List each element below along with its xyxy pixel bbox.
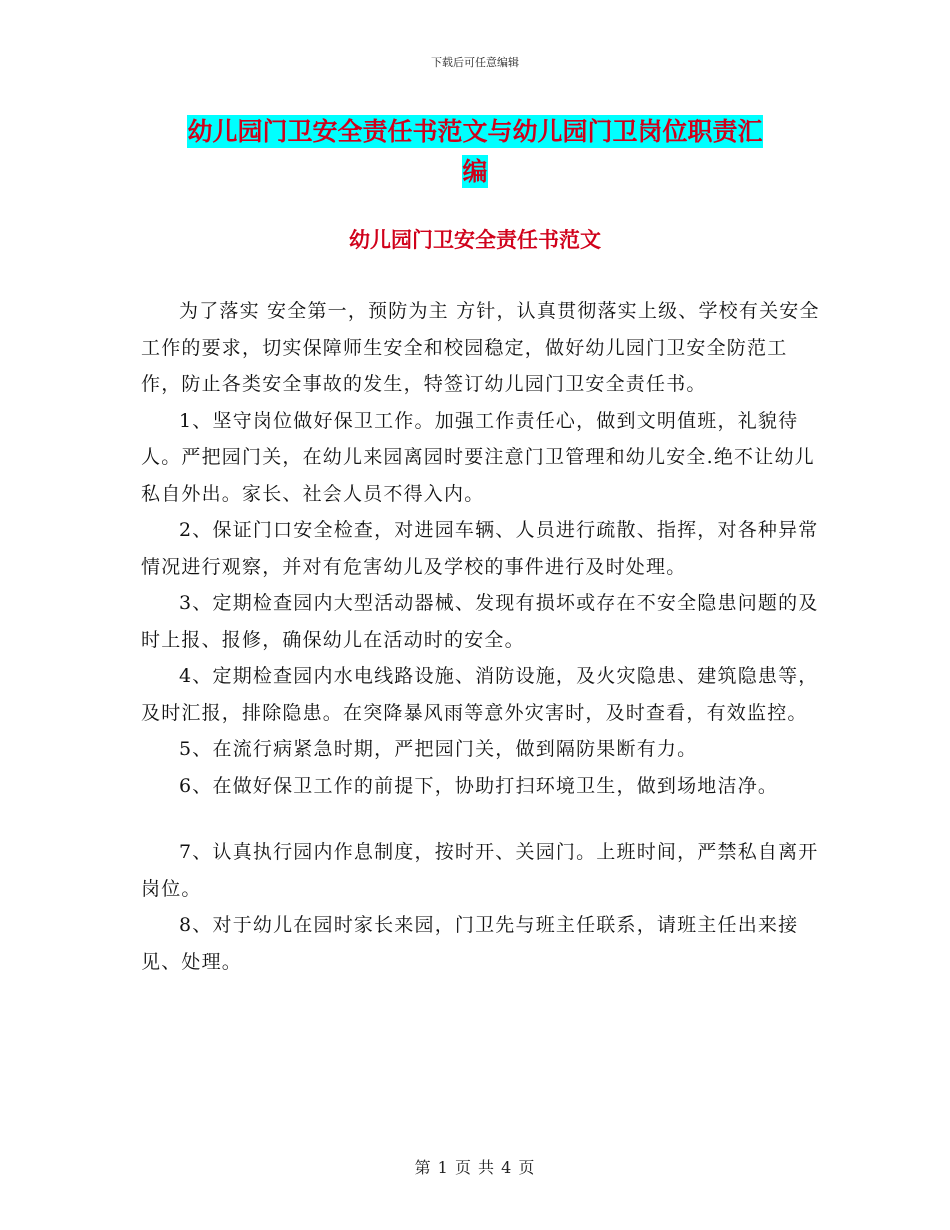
paragraph-item-3: 3、定期检查园内大型活动器械、发现有损坏或存在不安全隐患问题的及时上报、报修，确保幼儿在活动时的安全。 <box>141 592 819 651</box>
section-title: 幼儿园门卫安全责任书范文 <box>349 227 601 252</box>
paragraph-item-1: 1、坚守岗位做好保卫工作。加强工作责任心，做到文明值班，礼貌待人。严把园门关，在幼儿来园离园时要注意门卫管理和幼儿安全.绝不让幼儿私自外出。家长、社会人员不得入内。 <box>141 409 815 505</box>
page-number: 第 1 页 共 4 页 <box>414 1158 536 1177</box>
document-body <box>141 293 821 980</box>
document-title-line-1: 幼儿园门卫安全责任书范文与幼儿园门卫岗位职责汇 <box>187 117 763 146</box>
header-note: 下载后可任意编辑 <box>431 56 519 69</box>
paragraph-item-6: 6、在做好保卫工作的前提下，协助打扫环境卫生，做到场地洁净。 <box>179 774 779 797</box>
document-title-line-2: 编 <box>462 157 488 186</box>
paragraph-item-7: 7、认真执行园内作息制度，按时开、关园门。上班时间，严禁私自离开岗位。 <box>141 841 819 900</box>
document-title <box>0 112 950 192</box>
paragraph-item-2: 2、保证门口安全检查，对进园车辆、人员进行疏散、指挥，对各种异常情况进行观察，并对有危害幼儿及学校的事件进行及时处理。 <box>141 519 819 578</box>
paragraph-intro: 为了落实 安全第一，预防为主 方针，认真贯彻落实上级、学校有关安全工作的要求，切实保障师生安全和校园稳定，做好幼儿园门卫安全防范工作，防止各类安全事故的发生，特签订幼儿园门卫安全责任书。 <box>141 300 820 395</box>
paragraph-item-4: 4、定期检查园内水电线路设施、消防设施，及火灾隐患、建筑隐患等，及时汇报，排除隐患。在突降暴风雨等意外灾害时，及时查看，有效监控。 <box>141 665 819 724</box>
paragraph-item-5: 5、在流行病紧急时期，严把园门关，做到隔防果断有力。 <box>179 738 698 760</box>
paragraph-item-8: 8、对于幼儿在园时家长来园，门卫先与班主任联系，请班主任出来接见、处理。 <box>141 914 799 973</box>
